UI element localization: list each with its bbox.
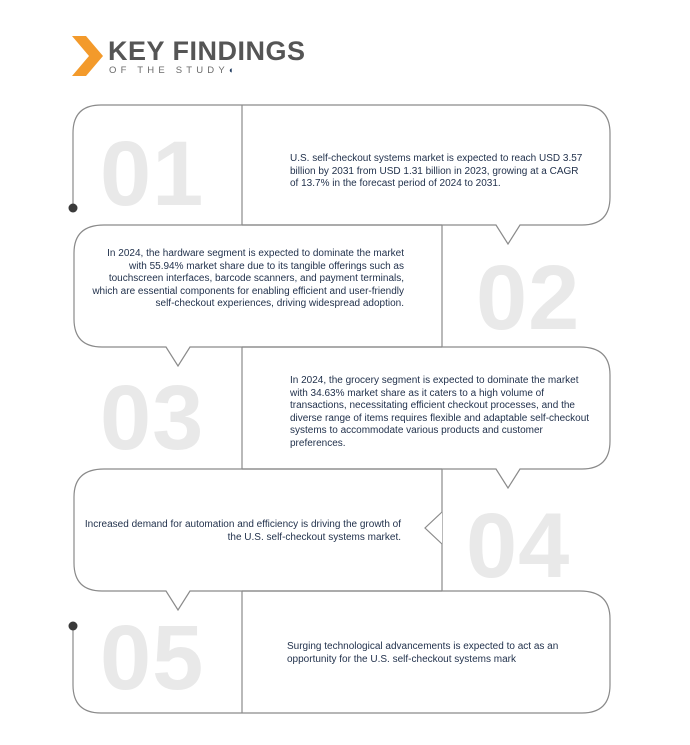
page-title: KEY FINDINGS	[108, 36, 306, 66]
finding-number-05: 05	[100, 607, 205, 709]
finding-number-04: 04	[466, 495, 571, 597]
finding-text-02: In 2024, the hardware segment is expected to dominate the market with 55.94% market share due to its tangible offerings such as touchscreen interfaces, barcode scanners, and payment terminals, which are essential components for enabling efficient and user-friendly self-checkout experiences, driving widespread adoption.	[92, 248, 404, 309]
page-subtitle	[109, 65, 239, 76]
moon-icon: ◐	[228, 65, 239, 75]
finding-number-01: 01	[100, 123, 205, 225]
finding-number-03: 03	[100, 367, 205, 469]
finding-text-03: In 2024, the grocery segment is expected to dominate the market with 34.63% market share as it caters to a high volume of transactions, necessitating efficient checkout processes, and the diverse range of items requires flexible and adaptable self-checkout systems to accommodate various products and customer preferences.	[290, 375, 590, 449]
finding-text-01: U.S. self-checkout systems market is expected to reach USD 3.57 billion by 2031 from USD 1.31 billion in 2023, growing at a CAGR of 13.7% in the forecast period of 2024 to 2031.	[290, 153, 583, 189]
subtitle-text: OF THE STUDY	[109, 65, 229, 76]
finding-number-02: 02	[476, 247, 581, 349]
finding-text-04: Increased demand for automation and efficiency is driving the growth of the U.S. self-checkout systems market.	[84, 519, 401, 543]
finding-text-05: Surging technological advancements is expected to act as an opportunity for the U.S. self-checkout systems mark	[287, 641, 559, 665]
chevron-icon	[72, 36, 104, 76]
